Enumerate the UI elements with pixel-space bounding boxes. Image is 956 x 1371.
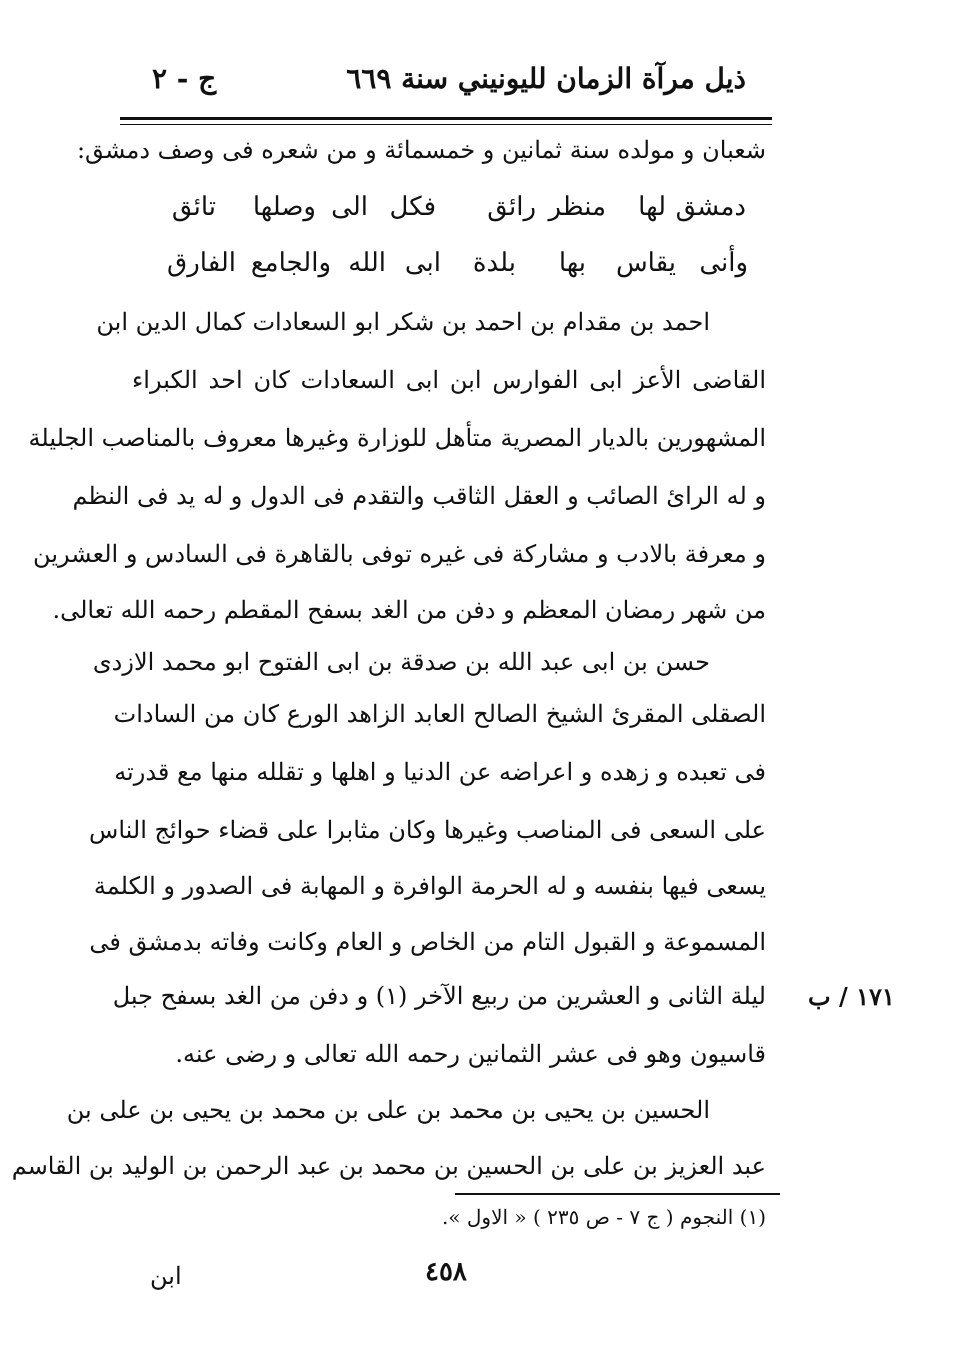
body-line: يسعى فيها بنفسه و له الحرمة الوافرة و المهابة فى الصدور و الكلمة [93, 872, 766, 900]
body-line: و معرفة بالادب و مشاركة فى غيره توفى بالقاهرة فى السادس و العشرين [33, 540, 766, 568]
folio-reference: ١٧١ / ب [808, 982, 895, 1011]
verse-word: منظر [548, 192, 606, 222]
verse-word: الفارق [167, 248, 236, 278]
verse-word: والجامع [250, 248, 331, 278]
page-number: ٤٥٨ [425, 1257, 467, 1287]
running-title: ذيل مرآة الزمان لليونيني سنة ٦٦٩ [346, 62, 746, 95]
verse-word: رائق [487, 192, 536, 222]
body-line: الحسين بن يحيى بن محمد بن على بن محمد بن يحيى بن على بن [66, 1096, 710, 1124]
verse-word: الله [348, 248, 386, 278]
body-line: المسموعة و القبول التام من الخاص و العام وكانت وفاته بدمشق فى [89, 928, 766, 956]
body-line: عبد العزيز بن على بن الحسين بن محمد بن عبد الرحمن بن الوليد بن القاسم [11, 1152, 766, 1180]
volume-number: ج - ٢ [152, 62, 217, 95]
body-line: على السعى فى المناصب وغيرها وكان مثابرا على قضاء حوائج الناس [89, 816, 766, 844]
verse-word: بلدة [472, 248, 516, 278]
body-line: و له الرائ الصائب و العقل الثاقب والتقدم فى الدول و له يد فى النظم [72, 482, 766, 510]
verse-word: يقاس [615, 248, 676, 278]
body-line: شعبان و مولده سنة ثمانين و خمسمائة و من شعره فى وصف دمشق: [76, 136, 766, 164]
body-line: القاضى الأعز ابى الفوارس ابن ابى السعادات كان احد الكبراء [132, 366, 766, 394]
catchword: ابن [150, 1262, 182, 1290]
verse-word: لها [638, 192, 666, 222]
body-line: المشهورين بالديار المصرية متأهل للوزارة وغيرها معروف بالمناصب الجليلة [28, 424, 766, 452]
verse-word: دمشق [675, 192, 746, 222]
verse-word: فكل [389, 192, 436, 222]
verse-word: وأنى [699, 248, 748, 278]
body-line: حسن بن ابى عبد الله بن صدقة بن ابى الفتوح ابو محمد الازدى [92, 648, 710, 676]
footnote-rule [455, 1193, 780, 1195]
body-line: ليلة الثانى و العشرين من ربيع الآخر (١) و دفن من الغد بسفح جبل [112, 982, 766, 1010]
verse-word: وصلها [252, 192, 316, 222]
verse-word: ابى [404, 248, 441, 278]
body-line: الصقلى المقرئ الشيخ الصالح العابد الزاهد الورع كان من السادات [113, 700, 766, 728]
verse-word: تائق [171, 192, 216, 222]
body-line: احمد بن مقدام بن احمد بن شكر ابو السعادات كمال الدين ابن [96, 308, 710, 336]
verse-word: الى [331, 192, 368, 222]
footnote: (١) النجوم ( ج ٧ - ص ٢٣٥ ) « الاول ». [441, 1205, 766, 1229]
body-line: قاسيون وهو فى عشر الثمانين رحمه الله تعالى و رضى عنه. [175, 1040, 766, 1068]
verse-word: بها [558, 248, 586, 278]
header-rule-thin [120, 124, 772, 125]
header-rule [120, 117, 772, 120]
body-line: من شهر رمضان المعظم و دفن من الغد بسفح المقطم رحمه الله تعالى. [52, 596, 766, 624]
body-line: فى تعبده و زهده و اعراضه عن الدنيا و اهلها و تقلله منها مع قدرته [114, 758, 766, 786]
